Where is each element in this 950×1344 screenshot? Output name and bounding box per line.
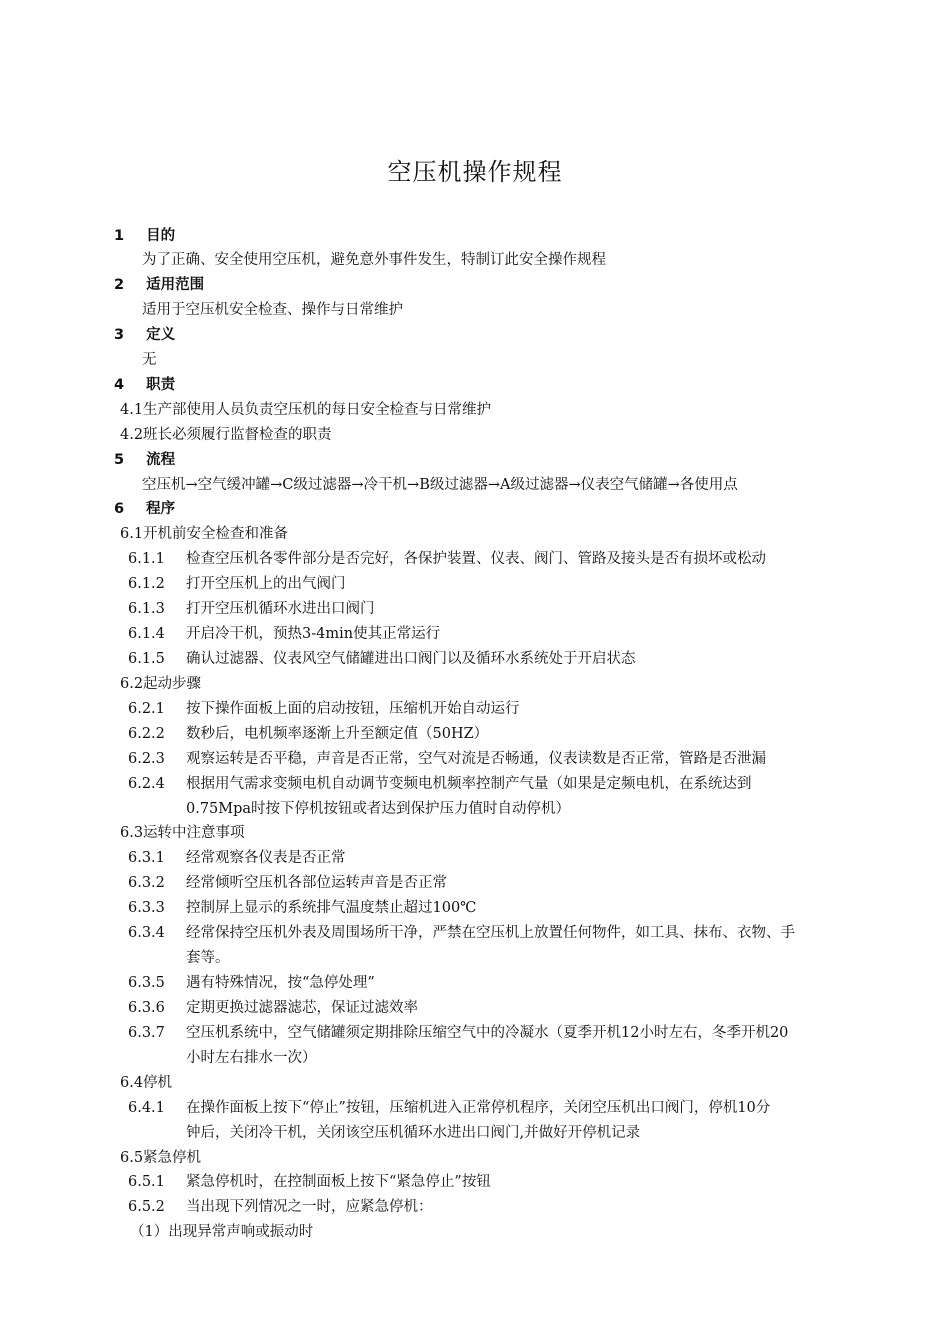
step-number: 6.1.5 bbox=[128, 651, 165, 667]
step-text-continued: 小时左右排水一次） bbox=[186, 1050, 317, 1066]
subsection-heading: 6.1开机前安全检查和准备 bbox=[120, 526, 289, 542]
step-number: 6.1.4 bbox=[128, 626, 165, 642]
step-item bbox=[128, 871, 447, 895]
step-number: 6.5.1 bbox=[128, 1174, 165, 1190]
step-item bbox=[128, 722, 489, 746]
step-item bbox=[128, 622, 441, 646]
step-item bbox=[128, 921, 795, 945]
step-number: 6.2.3 bbox=[128, 751, 165, 767]
step-number: 6.3.4 bbox=[128, 925, 165, 941]
step-text: 紧急停机时，在控制面板上按下“紧急停止”按钮 bbox=[186, 1174, 491, 1190]
step-text: 遇有特殊情况，按“急停处理” bbox=[186, 975, 375, 991]
step-number: 6.4.1 bbox=[128, 1100, 165, 1116]
page-title: 空压机操作规程 bbox=[387, 158, 563, 186]
section-title: 适用范围 bbox=[146, 277, 205, 293]
step-text: 在操作面板上按下“停止”按钮，压缩机进入正常停机程序，关闭空压机出口阀门，停机10分 bbox=[186, 1100, 771, 1116]
step-item bbox=[128, 572, 346, 596]
step-text: 根据用气需求变频电机自动调节变频电机频率控制产气量（如果是定频电机，在系统达到 bbox=[186, 776, 752, 792]
step-item bbox=[128, 896, 477, 920]
step-number: 6.3.6 bbox=[128, 1000, 165, 1016]
step-item bbox=[128, 597, 375, 621]
section-title: 定义 bbox=[146, 327, 176, 343]
section-3-heading bbox=[114, 323, 175, 347]
step-item bbox=[128, 747, 766, 771]
step-item bbox=[128, 772, 752, 796]
step-number: 6.1.2 bbox=[128, 576, 165, 592]
step-text: 数秒后，电机频率逐渐上升至额定值（50HZ） bbox=[186, 726, 489, 742]
subsection-heading: 6.5紧急停机 bbox=[120, 1150, 202, 1166]
step-item bbox=[128, 1170, 491, 1194]
step-text-continued: 0.75Mpa时按下停机按钮或者达到保护压力值时自动停机） bbox=[186, 801, 571, 817]
subsection-heading: 6.3运转中注意事项 bbox=[120, 825, 245, 841]
section-2-text: 适用于空压机安全检查、操作与日常维护 bbox=[142, 302, 403, 318]
step-item bbox=[128, 1021, 789, 1045]
step-text: 定期更换过滤器滤芯，保证过滤效率 bbox=[186, 1000, 418, 1016]
section-title: 流程 bbox=[146, 452, 176, 468]
section-title: 程序 bbox=[146, 501, 176, 517]
section-3-text: 无 bbox=[142, 352, 157, 368]
step-item bbox=[128, 971, 375, 995]
step-number: 6.3.7 bbox=[128, 1025, 165, 1041]
duty-item: 4.2班长必须履行监督检查的职责 bbox=[120, 427, 332, 443]
step-number: 6.2.1 bbox=[128, 701, 165, 717]
section-number: 6 bbox=[114, 501, 125, 517]
step-text: 确认过滤器、仪表风空气储罐进出口阀门以及循环水系统处于开启状态 bbox=[186, 651, 636, 667]
process-flow: 空压机→空气缓冲罐→C级过滤器→冷干机→B级过滤器→A级过滤器→仪表空气储罐→各使用点 bbox=[142, 477, 738, 493]
sub-item: （1）出现异常声响或振动时 bbox=[130, 1224, 314, 1240]
step-number: 6.3.3 bbox=[128, 900, 165, 916]
step-item bbox=[128, 697, 520, 721]
step-item bbox=[128, 1195, 433, 1219]
section-title: 目的 bbox=[146, 228, 176, 244]
step-item bbox=[128, 647, 636, 671]
section-number: 3 bbox=[114, 327, 125, 343]
step-number: 6.1.1 bbox=[128, 551, 165, 567]
step-number: 6.5.2 bbox=[128, 1199, 165, 1215]
subsection-heading: 6.2起动步骤 bbox=[120, 676, 202, 692]
section-5-heading bbox=[114, 448, 175, 472]
section-4-heading bbox=[114, 373, 175, 397]
subsection-heading: 6.4停机 bbox=[120, 1075, 173, 1091]
step-item bbox=[128, 1096, 771, 1120]
step-text: 空压机系统中，空气储罐须定期排除压缩空气中的冷凝水（夏季开机12小时左右，冬季开机20 bbox=[186, 1025, 789, 1041]
step-item bbox=[128, 996, 418, 1020]
step-text: 按下操作面板上面的启动按钮，压缩机开始自动运行 bbox=[186, 701, 520, 717]
step-text-continued: 套等。 bbox=[186, 950, 230, 966]
step-text: 控制屏上显示的系统排气温度禁止超过100℃ bbox=[186, 900, 477, 916]
duty-item: 4.1生产部使用人员负责空压机的每日安全检查与日常维护 bbox=[120, 402, 492, 418]
step-text: 经常保持空压机外表及周围场所干净，严禁在空压机上放置任何物件，如工具、抹布、衣物、手 bbox=[186, 925, 795, 941]
step-text: 经常倾听空压机各部位运转声音是否正常 bbox=[186, 875, 447, 891]
section-number: 5 bbox=[114, 452, 125, 468]
section-title: 职责 bbox=[146, 377, 176, 393]
step-text: 检查空压机各零件部分是否完好，各保护装置、仪表、阀门、管路及接头是否有损坏或松动 bbox=[186, 551, 766, 567]
section-6-heading bbox=[114, 497, 175, 521]
step-number: 6.3.1 bbox=[128, 850, 165, 866]
step-text: 经常观察各仪表是否正常 bbox=[186, 850, 346, 866]
step-text-continued: 钟后，关闭冷干机，关闭该空压机循环水进出口阀门,并做好开停机记录 bbox=[186, 1125, 641, 1141]
step-text: 开启冷干机，预热3-4min使其正常运行 bbox=[186, 626, 441, 642]
section-1-text: 为了正确、安全使用空压机，避免意外事件发生，特制订此安全操作规程 bbox=[142, 252, 606, 268]
section-1-heading bbox=[114, 224, 175, 248]
step-number: 6.3.2 bbox=[128, 875, 165, 891]
step-number: 6.2.4 bbox=[128, 776, 165, 792]
section-number: 1 bbox=[114, 228, 125, 244]
step-number: 6.1.3 bbox=[128, 601, 165, 617]
step-item bbox=[128, 846, 346, 870]
step-text: 打开空压机上的出气阀门 bbox=[186, 576, 346, 592]
section-2-heading bbox=[114, 273, 204, 297]
step-text: 当出现下列情况之一时，应紧急停机： bbox=[186, 1199, 433, 1215]
step-number: 6.2.2 bbox=[128, 726, 165, 742]
section-number: 2 bbox=[114, 277, 125, 293]
step-item bbox=[128, 547, 766, 571]
step-text: 观察运转是否平稳，声音是否正常，空气对流是否畅通，仪表读数是否正常，管路是否泄漏 bbox=[186, 751, 766, 767]
section-number: 4 bbox=[114, 377, 125, 393]
step-number: 6.3.5 bbox=[128, 975, 165, 991]
step-text: 打开空压机循环水进出口阀门 bbox=[186, 601, 375, 617]
